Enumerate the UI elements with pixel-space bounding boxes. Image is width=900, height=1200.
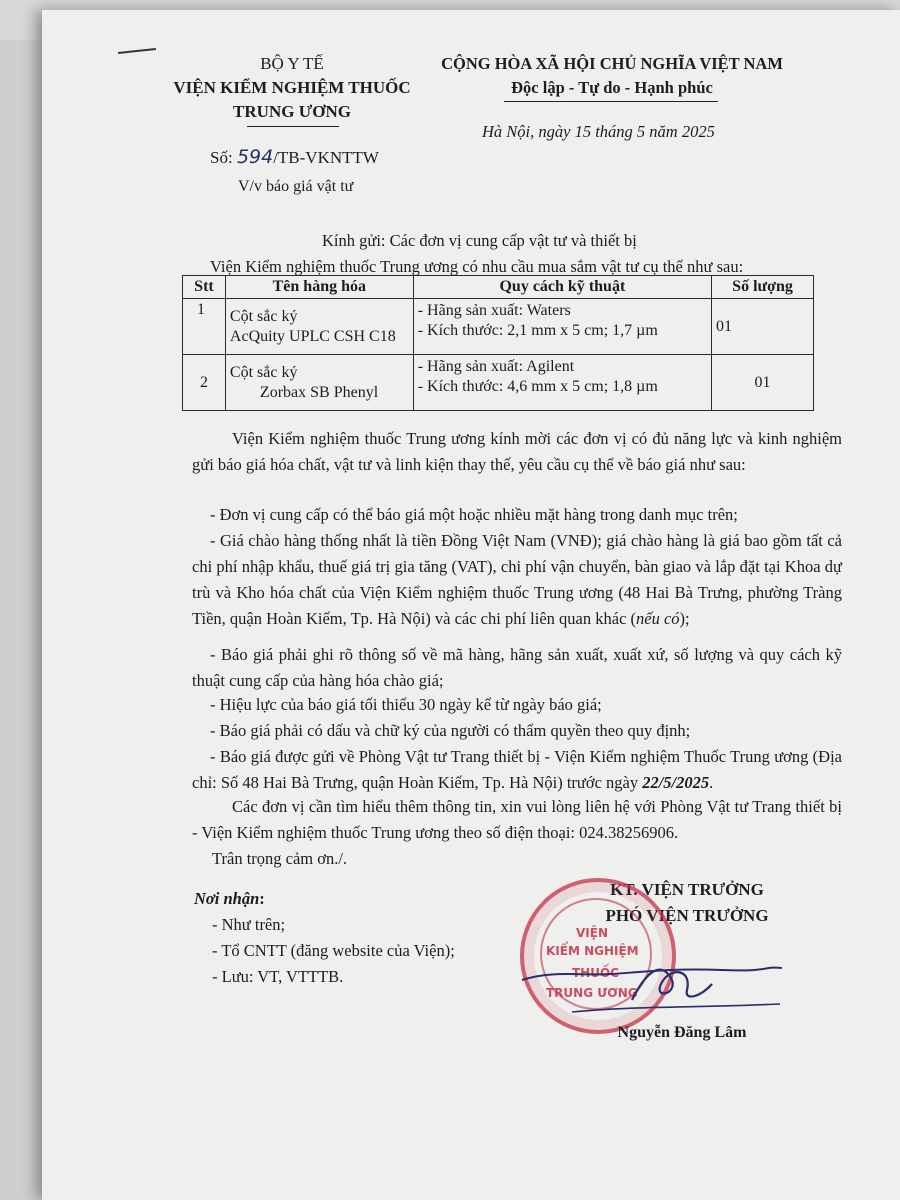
spec-line1: - Hãng sản xuất: Waters	[417, 302, 571, 319]
contact-paragraph: Các đơn vị cần tìm hiểu thêm thông tin, xin vui lòng liên hệ với Phòng Vật tư Trang thiết bị - Viện Kiểm nghiệm thuốc Trung ương theo số điện thoại: 024.38256906.	[192, 797, 842, 842]
seal-text-3: THUỐC	[572, 966, 619, 980]
col-header-stt: Stt	[183, 276, 226, 299]
spec-line2: - Kích thước: 4,6 mm x 5 cm; 1,8 µm	[417, 378, 658, 395]
col-header-qty: Số lượng	[712, 276, 814, 299]
doc-number-prefix: Số:	[210, 148, 233, 167]
document-page	[42, 10, 900, 1200]
spec-line2: - Kích thước: 2,1 mm x 5 cm; 1,7 µm	[417, 322, 658, 339]
recipients-title-text: Nơi nhận	[194, 889, 260, 908]
item-name-line2: Zorbax SB Phenyl	[259, 384, 379, 401]
place-and-date: Hà Nội, ngày 15 tháng 5 năm 2025	[482, 122, 715, 141]
closing-thanks: Trân trọng cảm ơn./.	[212, 849, 348, 868]
requirement-6-text: - Báo giá được gửi về Phòng Vật tư Trang thiết bị - Viện Kiểm nghiệm Thuốc Trung ương (Địa chỉ: Số 48 Hai Bà Trưng, quận Hoàn Kiếm, Tp. Hà Nội) trước ngày	[192, 747, 842, 792]
spec-line1: - Hãng sản xuất: Agilent	[417, 358, 575, 375]
signature-title-line2: PHÓ VIỆN TRƯỞNG	[605, 906, 769, 925]
pen-mark	[118, 48, 156, 54]
requirement-2	[192, 528, 842, 632]
national-motto: Độc lập - Tự do - Hạnh phúc	[511, 78, 713, 97]
document-subject: V/v báo giá vật tư	[238, 178, 354, 195]
seal-text-1: VIỆN	[576, 926, 608, 940]
row-stt: 2	[183, 355, 226, 411]
table-row	[183, 299, 814, 355]
document-number	[210, 146, 379, 168]
requirement-6-end: .	[709, 773, 714, 792]
ministry-name: BỘ Y TẾ	[260, 54, 324, 73]
table-row	[183, 355, 814, 411]
row-spec	[413, 355, 711, 411]
row-spec	[413, 299, 711, 355]
institute-name-line1: VIỆN KIỂM NGHIỆM THUỐC	[173, 78, 411, 97]
country-name: CỘNG HÒA XÃ HỘI CHỦ NGHĨA VIỆT NAM	[441, 54, 783, 73]
requirement-2-end: );	[679, 609, 690, 628]
recipient-item: - Như trên;	[212, 915, 286, 934]
recipients-title	[194, 886, 265, 912]
invitation-paragraph: Viện Kiểm nghiệm thuốc Trung ương kính mời các đơn vị có đủ năng lực và kinh nghiệm gửi báo giá hóa chất, vật tư và linh kiện thay thế, yêu cầu cụ thể về báo giá như sau:	[192, 429, 842, 474]
handwritten-signature	[512, 940, 792, 1030]
requirement-4: - Hiệu lực của báo giá tối thiểu 30 ngày kể từ ngày báo giá;	[210, 695, 602, 714]
requirement-6	[192, 744, 842, 796]
signer-name: Nguyễn Đăng Lâm	[617, 1024, 747, 1041]
items-table	[182, 275, 814, 411]
doc-number-suffix: /TB-VKNTTW	[273, 148, 379, 167]
row-qty: 01	[712, 299, 814, 355]
row-item-name	[225, 355, 413, 411]
table-header-row	[183, 276, 814, 299]
requirement-5: - Báo giá phải có dấu và chữ ký của người có thẩm quyền theo quy định;	[210, 721, 691, 740]
institute-name-line2: TRUNG ƯƠNG	[233, 102, 351, 121]
salutation: Kính gửi: Các đơn vị cung cấp vật tư và thiết bị	[322, 231, 637, 250]
col-header-name: Tên hàng hóa	[225, 276, 413, 299]
item-name-line1: Cột sắc ký	[229, 308, 298, 325]
deadline-date: 22/5/2025	[642, 773, 710, 792]
recipients-title-colon: :	[259, 889, 265, 908]
item-name-line1: Cột sắc ký	[229, 364, 298, 381]
intro-text: Viện Kiểm nghiệm thuốc Trung ương có nhu cầu mua sắm vật tư cụ thể như sau:	[210, 257, 744, 276]
motto-underline	[504, 101, 718, 102]
recipient-item: - Tổ CNTT (đăng website của Viện);	[212, 941, 455, 960]
item-name-line2: AcQuity UPLC CSH C18	[229, 328, 396, 345]
seal-text-2: KIỂM NGHIỆM	[546, 944, 639, 958]
seal-text-4: TRUNG ƯƠNG	[546, 986, 638, 1000]
institute-underline	[247, 126, 339, 127]
col-header-spec: Quy cách kỹ thuật	[413, 276, 711, 299]
requirement-2-text: - Giá chào hàng thống nhất là tiền Đồng Việt Nam (VNĐ); giá chào hàng là giá bao gồm tất cả chi phí nhập khẩu, thuế giá trị gia tăng (VAT), chi phí vận chuyển, bàn giao và lắp đặt tại Khoa dự trù và Kho hóa chất của Viện Kiểm nghiệm thuốc Trung ương (48 Hai Bà Trưng, phường Tràng Tiền, quận Hoàn Kiếm, Tp. Hà Nội) và các chi phí liên quan khác (	[192, 531, 842, 628]
requirement-2-italic: nếu có	[636, 609, 680, 628]
row-item-name	[225, 299, 413, 355]
recipient-item: - Lưu: VT, VTTTB.	[212, 967, 344, 986]
signature-title-line1: KT. VIỆN TRƯỞNG	[610, 880, 764, 899]
row-qty: 01	[712, 355, 814, 411]
row-stt: 1	[183, 299, 226, 355]
doc-number-handwritten: 594	[236, 146, 274, 168]
requirement-1: - Đơn vị cung cấp có thể báo giá một hoặc nhiều mặt hàng trong danh mục trên;	[210, 505, 738, 524]
requirement-3: - Báo giá phải ghi rõ thông số về mã hàng, hãng sản xuất, xuất xứ, số lượng và quy cách kỹ thuật cung cấp của hàng hóa chào giá;	[192, 645, 842, 690]
